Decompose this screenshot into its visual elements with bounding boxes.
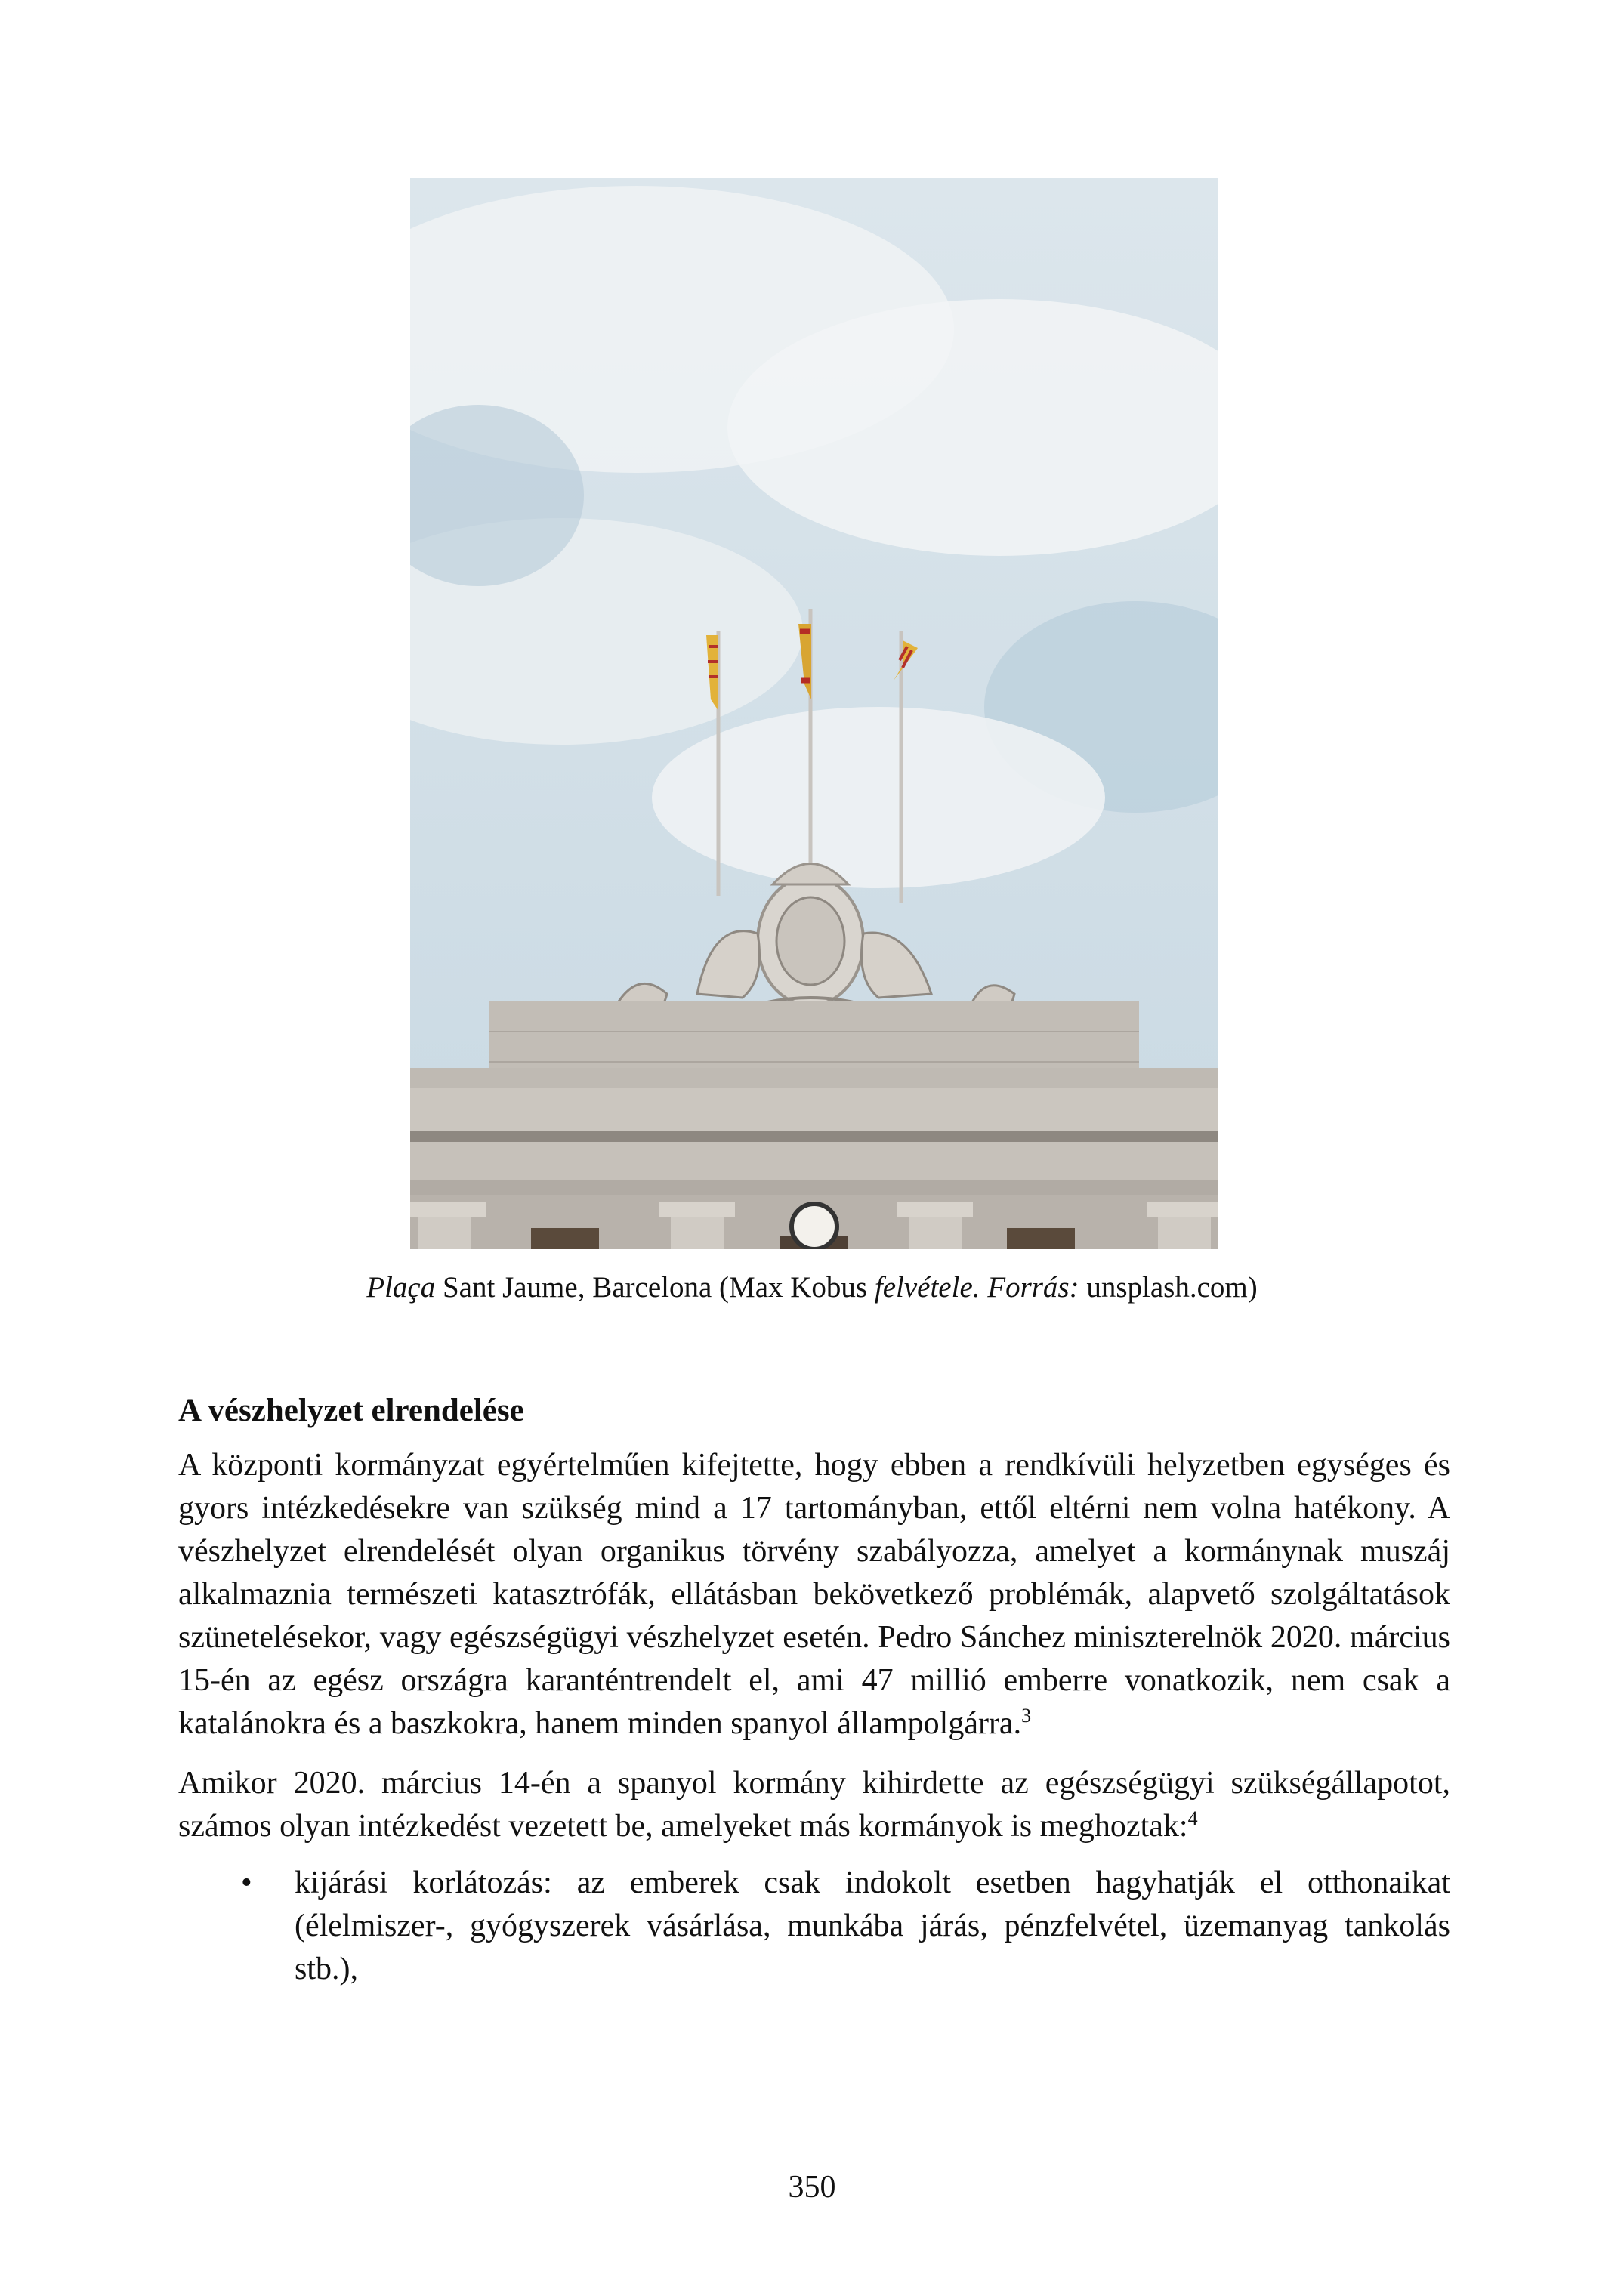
main-content: [178, 1390, 1450, 1991]
caption-part-3: felvétele. Forrás:: [874, 1271, 1079, 1304]
caption-part-1: Plaça: [366, 1271, 436, 1304]
section-heading: A vészhelyzet elrendelése: [178, 1393, 524, 1428]
bullet-marker: •: [241, 1866, 252, 1900]
caption-part-2: Sant Jaume, Barcelona (Max Kobus: [435, 1271, 875, 1304]
page-number: 350: [788, 2170, 836, 2205]
list-item-text: kijárási korlátozás: az emberek csak indokolt esetben hagyhatják el otthonaikat (élelmiszer-, gyógyszerek vásárlása, munkába járás, pénzfelvétel, üzemanyag tankolás stb.),: [295, 1866, 1450, 1986]
paragraph-1: [178, 1444, 1450, 1745]
footnote-ref-4: 4: [1187, 1807, 1198, 1829]
paragraph-2-text: Amikor 2020. március 14-én a spanyol kormány kihirdette az egészségügyi szükségállapotot, számos olyan intézkedést vezetett be, amelyeket más kormányok is meghoztak:: [178, 1766, 1450, 1844]
list-item: [178, 1862, 1450, 1991]
photo-caption: [0, 1269, 1624, 1307]
bullet-list: [178, 1862, 1450, 1991]
caption-part-4: unsplash.com): [1079, 1271, 1258, 1304]
footnote-ref-3: 3: [1021, 1705, 1032, 1727]
paragraph-1-text: A központi kormányzat egyértelműen kifejtette, hogy ebben a rendkívüli helyzetben egységes és gyors intézkedésekre van szükség mind a 17 tartományban, ettől eltérni nem volna hatékony. A vészhelyzet elrendelését olyan organikus törvény szabályozza, amelyet a kormánynak muszáj alkalmaznia természeti katasztrófák, ellátásban bekövetkező problémák, alapvető szolgáltatások szünetelésekor, vagy egészségügyi vészhelyzet esetén. Pedro Sánchez miniszterelnök 2020. március 15-én az egész országra karanténtrendelt el, ami 47 millió emberre vonatkozik, nem csak a katalánokra és a baszkokra, hanem minden spanyol állampolgárra.: [178, 1448, 1450, 1741]
building-photo: [410, 178, 1218, 1249]
paragraph-2: [178, 1762, 1450, 1848]
